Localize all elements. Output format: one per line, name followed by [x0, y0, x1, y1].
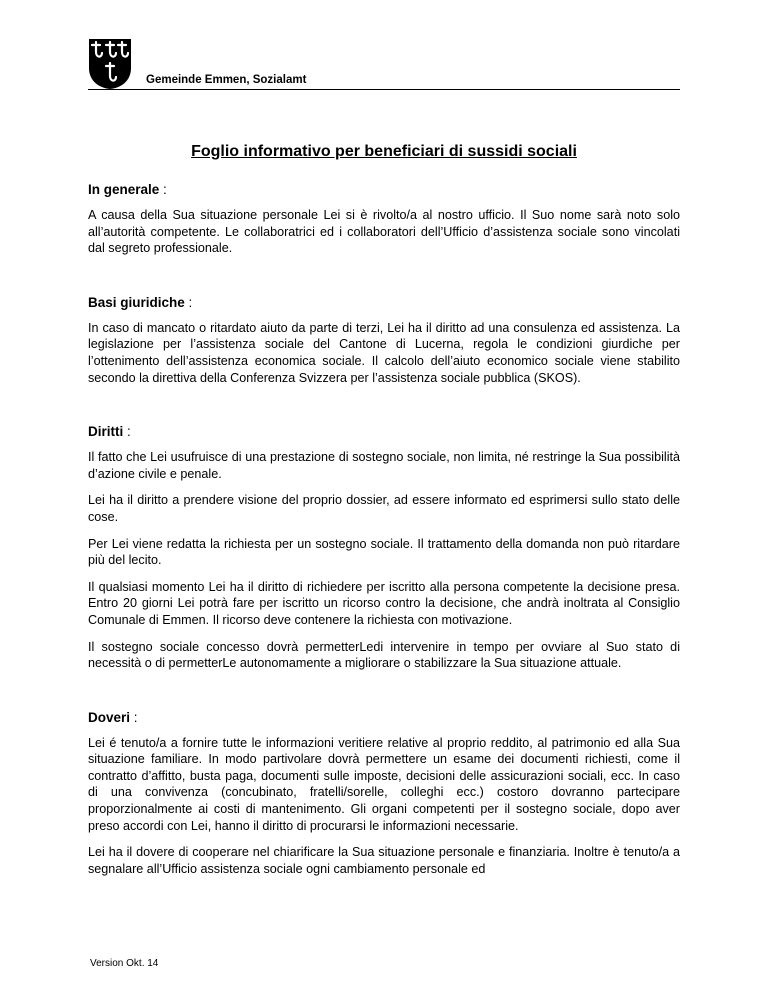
letterhead — [88, 38, 680, 92]
document-title: Foglio informativo per beneficiari di sussidi sociali — [191, 143, 577, 160]
paragraph: Lei ha il diritto a prendere visione del proprio dossier, ad essere informato ed esprimersi sullo stato delle cose. — [88, 493, 680, 524]
paragraph: A causa della Sua situazione personale Lei si è rivolto/a al nostro ufficio. Il Suo nome sarà noto solo all’autorità competente. Le collaboratrici ed i collaboratori dell’Ufficio d’assistenza sociale sono vincolati dal segreto professionale. — [88, 208, 680, 256]
paragraph: Il fatto che Lei usufruisce di una prestazione di sostegno sociale, non limita, né restringe la Sua possibilità d’azione civile e penale. — [88, 450, 680, 481]
header-rule — [88, 89, 680, 90]
section-heading: Basi giuridiche : — [88, 294, 193, 310]
paragraph: Il sostegno sociale concesso dovrà permetterLedi intervenire in tempo per ovviare al Suo stato di necessità o di permetterLe autonomamente a migliorare o stabilizzare la Sua situazione attuale. — [88, 639, 680, 671]
paragraph: In caso di mancato o ritardato aiuto da parte di terzi, Lei ha il diritto ad una consulenza ed assistenza. La legislazione per l’assistenza sociale del Cantone di Lucerna, regola le condizioni giurdiche per l’ottenimento dell’assistenza economica sociale. Il calcolo dell’aiuto economico sociale viene stabilito secondo la direttiva della Conferenza Svizzera per l’assistenza sociale pubblica (SKOS). — [88, 320, 680, 385]
organization-name: Gemeinde Emmen, Sozialamt — [146, 74, 307, 86]
section-diritti — [88, 424, 680, 672]
paragraph: Per Lei viene redatta la richiesta per un sostegno sociale. Il trattamento della domanda non può ritardare più del lecito. — [88, 536, 680, 568]
document-body — [88, 182, 680, 877]
section-basi-giuridiche — [88, 295, 680, 386]
section-heading: Diritti : — [88, 424, 131, 440]
section-doveri — [88, 710, 680, 878]
paragraph: Il qualsiasi momento Lei ha il diritto di richiedere per iscritto alla persona competente la decisione presa. Entro 20 giorni Lei potrà fare per iscritto un ricorso contro la decisione, che andrà inoltrata al Consiglio Comunale di Emmen. Il ricorso deve contenere la richiesta con motivazione. — [88, 579, 680, 627]
paragraph: Lei ha il dovere di cooperare nel chiarificare la Sua situazione personale e finanziaria. Inoltre è tenuto/a a segnalare all’Ufficio assistenza sociale ogni cambiamento personale ed — [88, 845, 680, 876]
emmen-crest-logo — [88, 38, 132, 90]
section-in-generale — [88, 182, 680, 257]
section-heading: Doveri : — [88, 709, 138, 725]
paragraph: Lei é tenuto/a a fornire tutte le informazioni veritiere relative al proprio reddito, al patrimonio ed alla Sua situazione familiare. In modo partivolare dovrà permettere un esame dei documenti richiesti, come il contratto d’affitto, busta paga, documenti sulle imposte, decisioni delle assicurazioni sociali, ecc. In caso di una convivenza (concubinato, fratelli/sorelle, colleghi ecc.) costoro dovranno partecipare proporzionalmente ai costi di mantenimento. Gli organi competenti per il sostegno sociale, dopo aver preso accordi con Lei, hanno il diritto di procurarsi le informazioni necessarie. — [88, 735, 680, 833]
section-heading: In generale : — [88, 182, 167, 197]
version-footer: Version Okt. 14 — [90, 958, 159, 969]
